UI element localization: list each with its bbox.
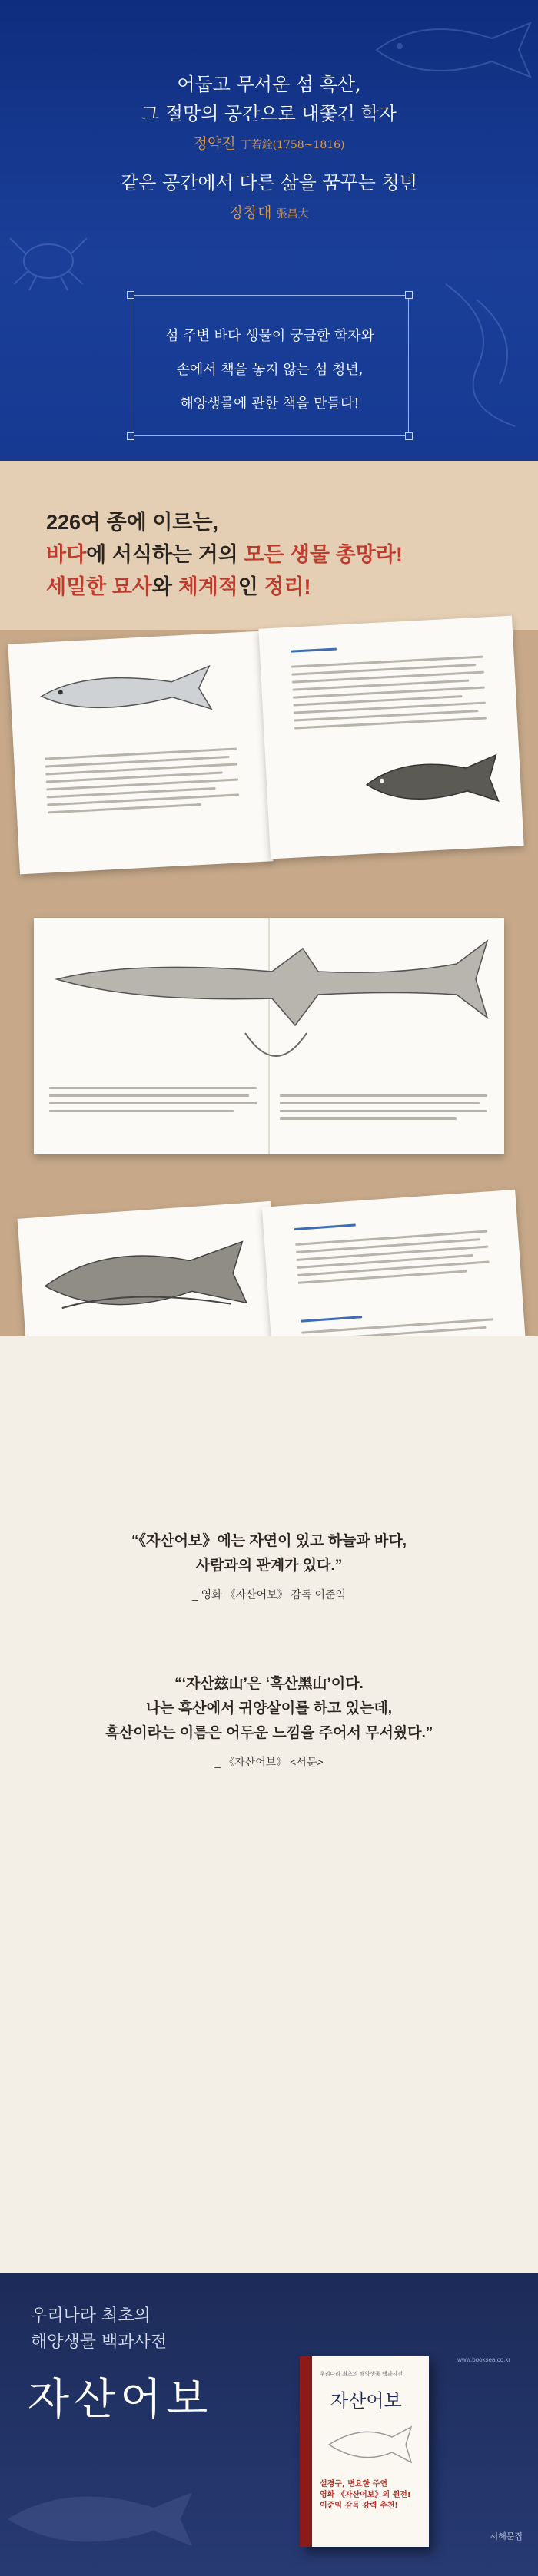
ad-tagline-2: 해양생물 백과사전	[31, 2333, 168, 2352]
corner-ornament	[405, 432, 413, 440]
quote-2-line-3: 흑산이라는 이름은 어두운 느낌을 주어서 무서웠다.”	[105, 1725, 433, 1741]
blurb-line-3: 이준익 감독 강력 추천!	[320, 2502, 398, 2510]
name-2-hanja: 張昌大	[276, 208, 309, 220]
publisher-url[interactable]: www.booksea.co.kr	[457, 2356, 510, 2363]
quote-1-line-1: “《자산어보》에는 자연이 있고 하늘과 바다,	[131, 1533, 407, 1549]
intro-line-2: 그 절망의 공간으로 내쫓긴 학자	[141, 103, 397, 124]
sea-creature-illustration-icon	[430, 276, 538, 430]
ad-tagline-1: 우리나라 최초의	[31, 2306, 151, 2326]
book-cover-blurb	[320, 2479, 410, 2511]
book-subtitle: 우리나라 최초의 해양생물 백과사전	[320, 2371, 404, 2377]
name-1-hanja: 丁若銓(1758~1816)	[240, 139, 345, 151]
name-2: 장창대	[229, 204, 272, 221]
blurb-line-2: 영화 《자산어보》의 원전!	[320, 2491, 411, 2499]
headline-line-1	[46, 505, 218, 535]
book-cover-fish-icon	[323, 2418, 415, 2472]
book-spine	[300, 2356, 312, 2547]
quote-2-line-1: “‘자산玆山’은 ‘흑산黑山’이다.	[174, 1676, 364, 1692]
headline-line-3	[46, 570, 311, 600]
quote-box-line-3: 해양생물에 관한 책을 만들다!	[180, 396, 360, 412]
headline-2b: 에 서식하는 거의	[86, 543, 244, 566]
headline-3a: 세밀한 묘사	[46, 575, 152, 598]
headline-2a: 바다	[46, 543, 87, 566]
mullet-fish-illustration-icon	[32, 657, 220, 727]
intro-line-1: 어둡고 무서운 섬 흑산,	[177, 74, 361, 95]
headline-3c: 체계적	[178, 575, 238, 598]
headline-line-2	[46, 538, 403, 568]
name-1: 정약전	[193, 135, 236, 152]
blurb-line-1: 설경구, 변요한 주연	[320, 2480, 388, 2488]
intro-line-3: 같은 공간에서 다른 삶을 꿈꾸는 청년	[121, 172, 417, 194]
headline-3b: 와	[151, 575, 178, 598]
publisher-logo: 서해문집	[490, 2532, 523, 2541]
jang-changdae-name	[0, 201, 538, 222]
headline-1b: 에 이르는,	[126, 511, 219, 534]
quote-2-source: _ 《자산어보》 <서문>	[214, 1756, 324, 1768]
grouper-fish-illustration-icon	[357, 747, 506, 816]
book-page-spread-2	[34, 918, 504, 1154]
headline-3d: 인	[237, 575, 264, 598]
book-page-spread-1-right	[258, 616, 523, 859]
quotes-section	[0, 1336, 538, 2074]
quote-2-line-2: 나는 흑산에서 귀양살이를 하고 있는데,	[145, 1700, 393, 1717]
corner-ornament	[405, 291, 413, 299]
corner-ornament	[127, 432, 134, 440]
headline-1a: 226여 종	[46, 511, 127, 534]
headline-3e: 정리!	[264, 575, 311, 598]
corner-ornament	[127, 291, 134, 299]
book-cover[interactable]	[300, 2356, 429, 2547]
jeong-yakjeon-name	[0, 132, 538, 153]
shark-jaw-illustration-icon	[241, 1025, 311, 1079]
headline-2c: 모든 생물 총망라!	[244, 543, 403, 566]
quote-box-line-2: 손에서 책을 놓지 않는 섬 청년,	[176, 362, 364, 378]
quote-1-source: _ 영화 《자산어보》 감독 이준익	[191, 1588, 347, 1601]
quote-1-line-2: 사람과의 관계가 있다.”	[195, 1558, 343, 1574]
crab-illustration-icon	[6, 223, 91, 292]
shark-illustration-icon	[42, 933, 495, 1033]
eel-fish-illustration-icon	[34, 1217, 264, 1340]
intro-section	[0, 0, 538, 461]
book-page-spread-1-left	[8, 631, 273, 875]
quote-box-line-1: 섬 주변 바다 생물이 궁금한 학자와	[164, 328, 375, 344]
ad-title: 자산어보	[28, 2375, 213, 2425]
book-cover-title: 자산어보	[330, 2390, 402, 2412]
book-ad-section	[0, 2273, 538, 2576]
fish-silhouette-icon	[0, 2473, 200, 2565]
quote-box	[131, 295, 409, 436]
